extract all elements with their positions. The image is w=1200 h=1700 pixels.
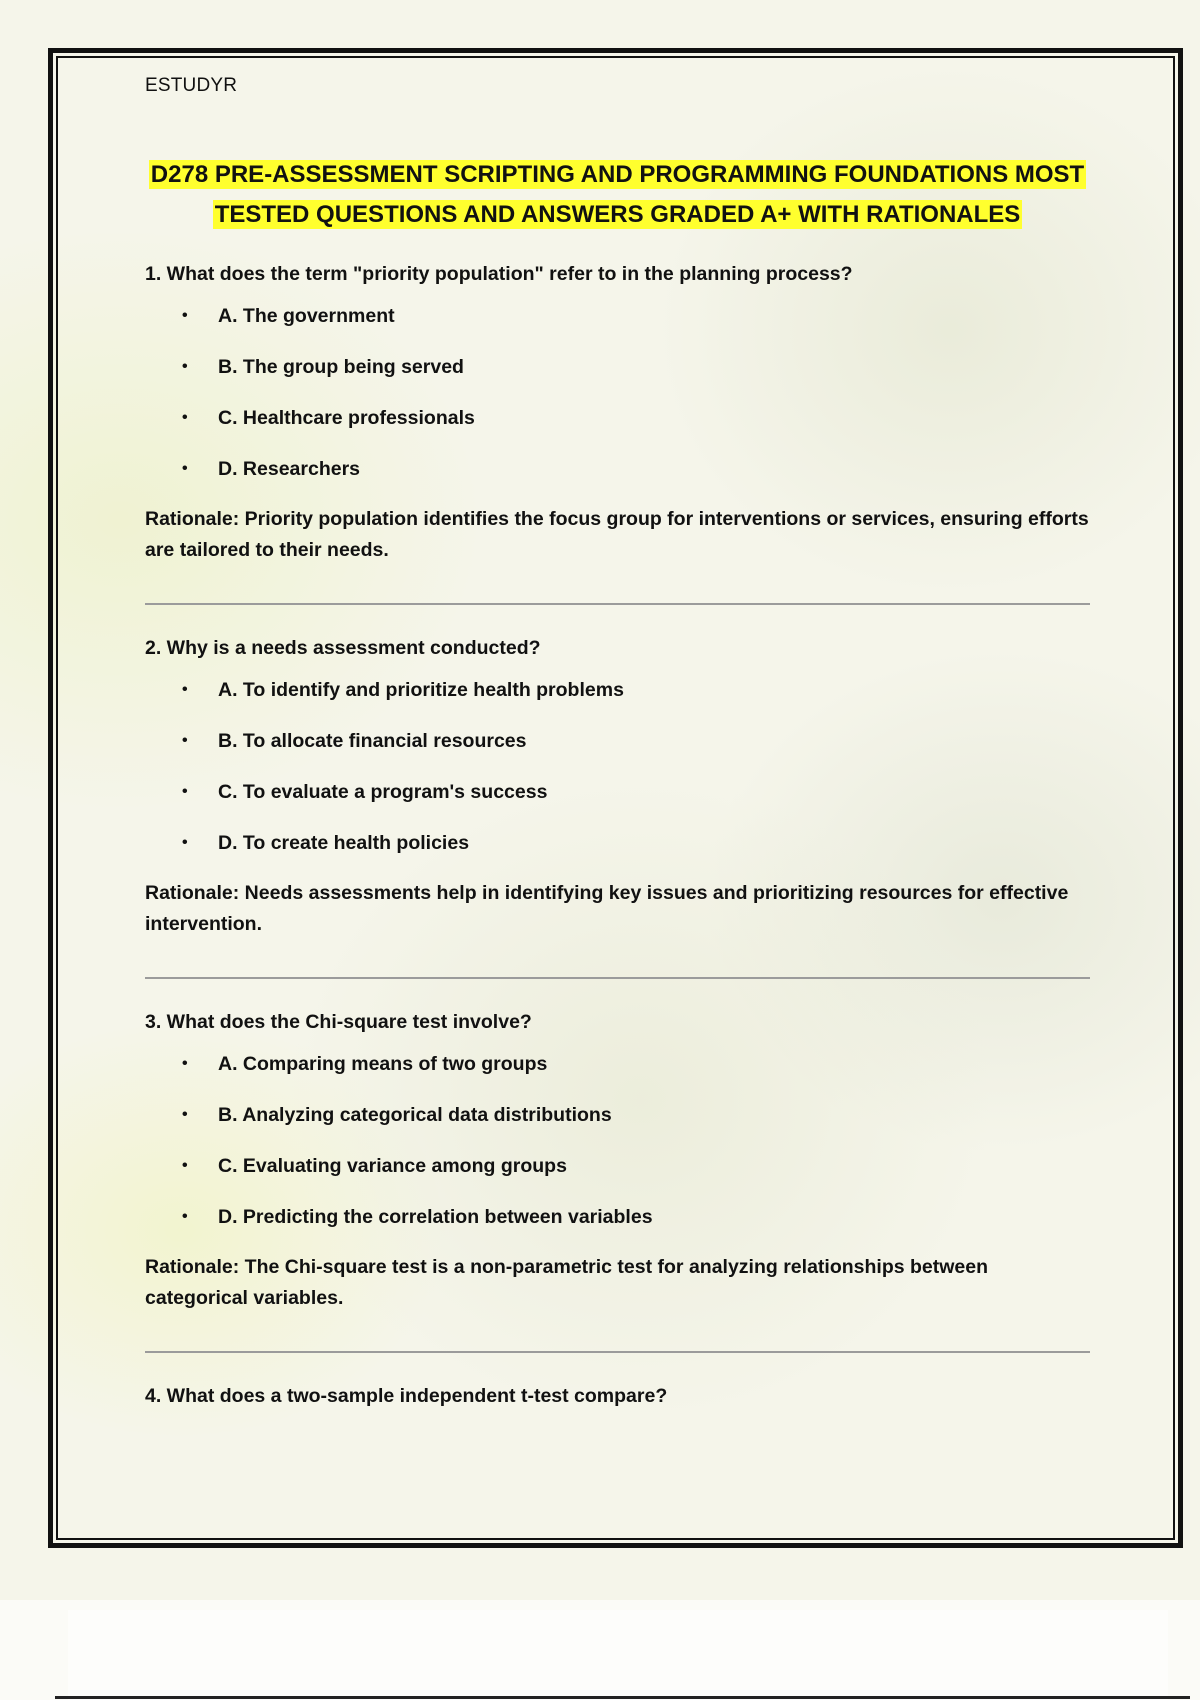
brand-header: ESTUDYR bbox=[145, 75, 238, 96]
option-item: • A. Comparing means of two groups bbox=[182, 1053, 548, 1075]
question-3-options bbox=[145, 1051, 1090, 1255]
question-2: 2. Why is a needs assessment conducted? bbox=[145, 637, 541, 659]
section-divider bbox=[145, 977, 1090, 979]
option-item: • D. Predicting the correlation between variables bbox=[182, 1206, 653, 1228]
option-item: • B. To allocate financial resources bbox=[182, 730, 527, 752]
question-2-rationale: Rationale: Needs assessments help in identifying key issues and prioritizing resources for effective intervention. bbox=[145, 882, 1069, 935]
bullet-icon: • bbox=[182, 307, 188, 324]
bullet-icon: • bbox=[182, 358, 188, 375]
option-item: • C. Healthcare professionals bbox=[182, 407, 475, 429]
option-item: • A. The government bbox=[182, 305, 395, 327]
title-line-2: TESTED QUESTIONS AND ANSWERS GRADED A+ WITH RATIONALES bbox=[214, 201, 1021, 228]
bullet-icon: • bbox=[182, 681, 188, 698]
question-3-rationale: Rationale: The Chi-square test is a non-parametric test for analyzing relationships between categorical variables. bbox=[145, 1256, 989, 1309]
question-4: 4. What does a two-sample independent t-test compare? bbox=[145, 1385, 668, 1407]
bullet-icon: • bbox=[182, 460, 188, 477]
question-1-rationale: Rationale: Priority population identifies the focus group for interventions or services, ensuring efforts are tailored to their needs. bbox=[145, 508, 1089, 561]
option-item: • D. Researchers bbox=[182, 458, 361, 480]
question-3: 3. What does the Chi-square test involve? bbox=[145, 1011, 532, 1033]
bullet-icon: • bbox=[182, 783, 188, 800]
option-item: • A. To identify and prioritize health problems bbox=[182, 679, 624, 701]
question-2-options bbox=[145, 677, 1090, 881]
bullet-icon: • bbox=[182, 1106, 188, 1123]
bullet-icon: • bbox=[182, 1055, 188, 1072]
option-item: • C. To evaluate a program's success bbox=[182, 781, 548, 803]
option-item: • B. The group being served bbox=[182, 356, 464, 378]
title-line-1: D278 PRE-ASSESSMENT SCRIPTING AND PROGRAMMING FOUNDATIONS MOST bbox=[150, 161, 1085, 188]
bullet-icon: • bbox=[182, 409, 188, 426]
question-1-options bbox=[145, 303, 1090, 507]
document-title bbox=[145, 155, 1090, 235]
option-item: • B. Analyzing categorical data distributions bbox=[182, 1104, 612, 1126]
bullet-icon: • bbox=[182, 1208, 188, 1225]
page-footer-area bbox=[68, 1610, 1168, 1700]
bullet-icon: • bbox=[182, 732, 188, 749]
question-1: 1. What does the term "priority population" refer to in the planning process? bbox=[145, 263, 853, 285]
option-item: • C. Evaluating variance among groups bbox=[182, 1155, 567, 1177]
option-item: • D. To create health policies bbox=[182, 832, 470, 854]
bullet-icon: • bbox=[182, 834, 188, 851]
section-divider bbox=[145, 603, 1090, 605]
bottom-rule bbox=[55, 1696, 1190, 1699]
document-body bbox=[145, 72, 1090, 1408]
section-divider bbox=[145, 1351, 1090, 1353]
bullet-icon: • bbox=[182, 1157, 188, 1174]
